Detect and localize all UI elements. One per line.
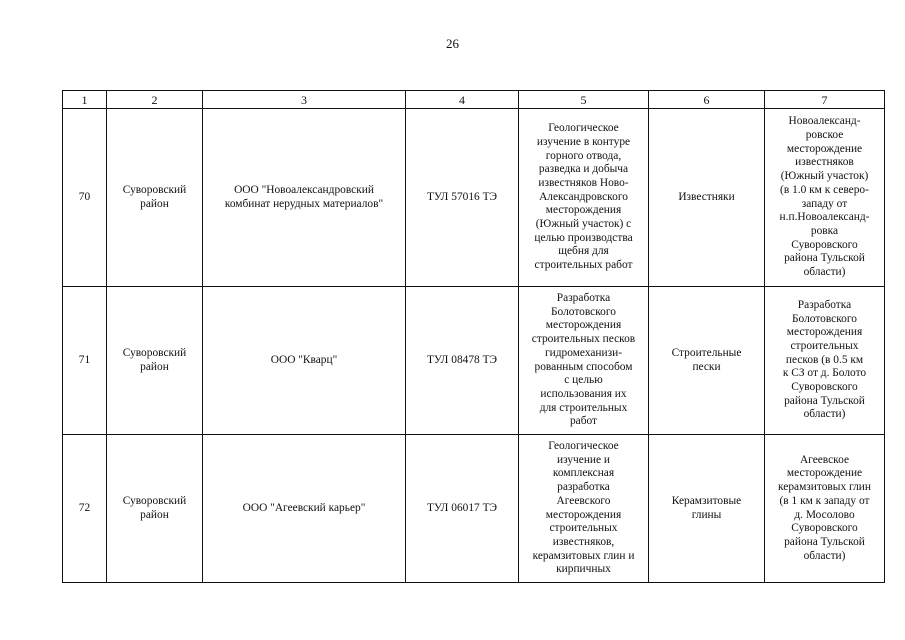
cell-text-line: известняков, (552, 535, 615, 548)
license-cell: ТУЛ 06017 ТЭ (406, 435, 519, 583)
cell-text-line: район (140, 508, 169, 521)
cell-text-line: Известняки (678, 190, 735, 203)
cell-text-line: области) (803, 266, 846, 279)
cell-text-line: с целью (564, 374, 603, 387)
cell-text-line: Агеевского (556, 494, 611, 507)
mineral-cell (649, 287, 765, 435)
license-cell: ТУЛ 57016 ТЭ (406, 109, 519, 287)
cell-text-line: месторождение (786, 142, 863, 155)
row-number-cell: 70 (63, 109, 107, 287)
cell-text-line: месторождения (545, 508, 622, 521)
column-header: 2 (107, 91, 203, 109)
cell-text-line: керамзитовых глин (778, 481, 871, 494)
cell-text-line: использования их (540, 387, 627, 400)
cell-text-line: к СЗ от д. Болото (782, 367, 867, 380)
district-cell (107, 287, 203, 435)
cell-text-line: д. Мосолово (794, 508, 855, 521)
cell-text-line: разработка (557, 481, 610, 494)
cell-text-line: Суворовского (791, 238, 858, 251)
cell-text-line: ООО "Агеевский карьер" (242, 501, 366, 514)
location-cell (765, 109, 885, 287)
cell-text-line: керамзитовых глин и (532, 549, 635, 562)
cell-text-line: ровское (805, 128, 844, 141)
cell-text-line: известняков Ново- (538, 176, 629, 189)
cell-text-line: разведка и добыча (538, 163, 629, 176)
cell-text-line: целью производства (534, 231, 633, 244)
cell-text-line: рованным способом (534, 360, 633, 373)
cell-text-line: строительных работ (534, 259, 633, 272)
cell-text-line: Строительные (671, 346, 742, 359)
cell-text-line: комплексная (552, 467, 615, 480)
cell-text-line: Суворовский (122, 494, 187, 507)
cell-text-line: Болотовского (792, 312, 857, 325)
page-number: 26 (446, 36, 459, 51)
location-cell (765, 287, 885, 435)
cell-text-line: щебня для (558, 245, 609, 258)
cell-text-line: Геологическое (548, 122, 619, 135)
cell-text-line: области) (803, 408, 846, 421)
location-cell (765, 435, 885, 583)
mineral-cell (649, 109, 765, 287)
cell-text-line: Керамзитовые (671, 494, 742, 507)
cell-text-line: района Тульской (784, 252, 865, 265)
purpose-cell (519, 435, 649, 583)
cell-text-line: Болотовского (551, 305, 616, 318)
cell-text-line: район (140, 360, 169, 373)
cell-text-line: (Южный участок) с (535, 218, 632, 231)
cell-text-line: Новоалександ- (788, 115, 861, 128)
license-registry-table (62, 90, 885, 583)
company-cell (203, 287, 406, 435)
cell-text-line: месторождения (545, 204, 622, 217)
cell-text-line: пески (692, 360, 721, 373)
cell-text-line: (Южный участок) (780, 170, 869, 183)
cell-text-line: Суворовского (791, 381, 858, 394)
column-header: 7 (765, 91, 885, 109)
table-header-row (63, 91, 885, 109)
column-header: 6 (649, 91, 765, 109)
cell-text-line: изучение в контуре (536, 135, 631, 148)
column-header: 5 (519, 91, 649, 109)
mineral-cell (649, 435, 765, 583)
cell-text-line: комбинат нерудных материалов" (224, 197, 384, 210)
license-cell: ТУЛ 08478 ТЭ (406, 287, 519, 435)
cell-text-line: для строительных (539, 401, 628, 414)
cell-text-line: песков (в 0.5 км (785, 353, 864, 366)
cell-text-line: ООО "Кварц" (270, 353, 338, 366)
district-cell (107, 109, 203, 287)
cell-text-line: ООО "Новоалександровский (234, 183, 374, 196)
cell-text-line: Суворовский (122, 183, 187, 196)
column-header: 4 (406, 91, 519, 109)
table-row (63, 287, 885, 435)
row-number-cell: 72 (63, 435, 107, 583)
cell-text-line: месторождения (545, 319, 622, 332)
cell-text-line: Геологическое (548, 439, 619, 452)
column-header: 1 (63, 91, 107, 109)
cell-text-line: изучение и (556, 453, 611, 466)
cell-text-line: строительных (790, 339, 859, 352)
purpose-cell (519, 287, 649, 435)
cell-text-line: работ (569, 415, 598, 428)
cell-text-line: кирпичных (556, 563, 611, 576)
cell-text-line: известняков (795, 156, 854, 169)
cell-text-line: области) (803, 549, 846, 562)
row-number-cell: 71 (63, 287, 107, 435)
cell-text-line: горного отвода, (545, 149, 622, 162)
table-row (63, 109, 885, 287)
cell-text-line: строительных (549, 522, 618, 535)
cell-text-line: Александровского (539, 190, 628, 203)
cell-text-line: строительных песков (531, 333, 636, 346)
purpose-cell (519, 109, 649, 287)
cell-text-line: района Тульской (784, 394, 865, 407)
cell-text-line: Суворовского (791, 522, 858, 535)
cell-text-line: Суворовский (122, 346, 187, 359)
cell-text-line: западу от (801, 197, 848, 210)
cell-text-line: Разработка (556, 291, 611, 304)
cell-text-line: (в 1 км к западу от (779, 494, 870, 507)
company-cell (203, 435, 406, 583)
cell-text-line: глины (691, 508, 722, 521)
column-header: 3 (203, 91, 406, 109)
cell-text-line: (в 1.0 км к северо- (780, 183, 869, 196)
cell-text-line: месторождения (786, 326, 863, 339)
district-cell (107, 435, 203, 583)
cell-text-line: месторождение (786, 467, 863, 480)
cell-text-line: Агеевское (799, 453, 850, 466)
cell-text-line: н.п.Новоалександ- (779, 211, 870, 224)
cell-text-line: Разработка (797, 298, 852, 311)
company-cell (203, 109, 406, 287)
table-row (63, 435, 885, 583)
cell-text-line: гидромеханизи- (544, 346, 623, 359)
cell-text-line: ровка (810, 224, 839, 237)
cell-text-line: район (140, 197, 169, 210)
cell-text-line: района Тульской (784, 535, 865, 548)
